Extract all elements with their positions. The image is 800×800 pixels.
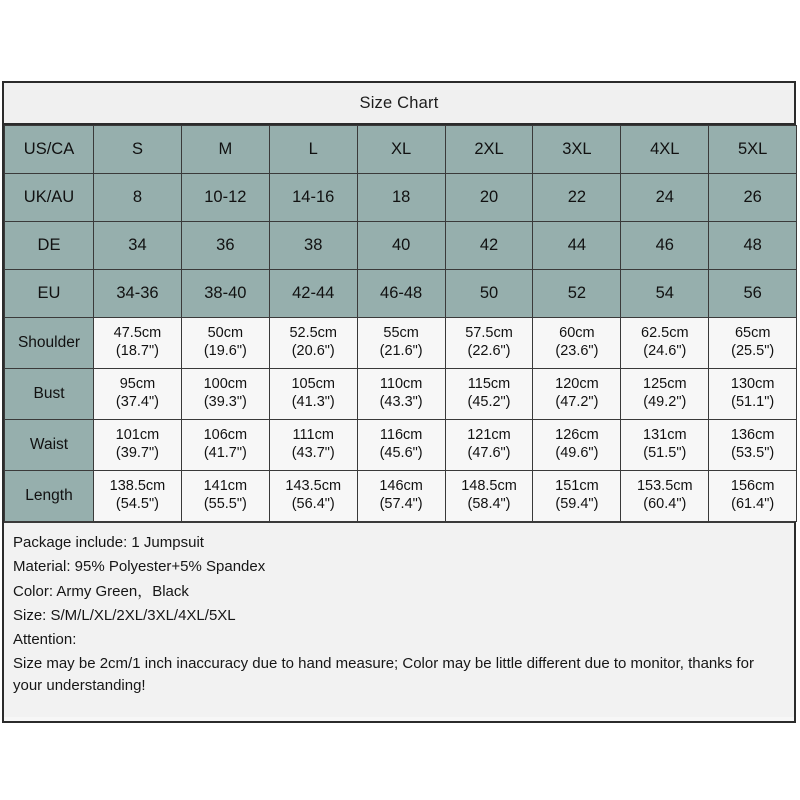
note-size: Size: S/M/L/XL/2XL/3XL/4XL/5XL — [13, 606, 236, 624]
measurement-cm: 57.5cm — [465, 325, 513, 342]
note-attention-body: Size may be 2cm/1 inch inaccuracy due to hand measure; Color may be little different due to monitor, thanks for your understanding! — [13, 655, 754, 694]
table-cell: 38-40 — [181, 270, 269, 318]
table-row — [5, 126, 797, 174]
measurement-inch: (20.6") — [291, 343, 335, 359]
row-label-us-ca: US/CA — [5, 126, 94, 174]
table-cell — [181, 318, 269, 369]
measurement-inch: (41.3") — [291, 394, 335, 410]
size-chart-frame — [2, 81, 796, 723]
table-cell: XL — [357, 126, 445, 174]
table-cell: S — [94, 126, 182, 174]
measurement-cm: 125cm — [643, 376, 687, 393]
table-cell: 8 — [94, 174, 182, 222]
measurement-cm: 47.5cm — [113, 325, 162, 342]
table-cell — [533, 369, 621, 420]
measurement-cm: 126cm — [555, 427, 599, 444]
table-cell: 48 — [709, 222, 797, 270]
note-material: Material: 95% Polyester+5% Spandex — [13, 558, 266, 576]
row-label-uk-au: UK/AU — [5, 174, 94, 222]
table-cell: L — [269, 126, 357, 174]
measurement-cm: 143.5cm — [285, 478, 342, 495]
table-row — [5, 318, 797, 369]
measurement-inch: (41.7") — [203, 445, 247, 461]
measurement-cm: 101cm — [115, 427, 160, 444]
measurement-cm: 148.5cm — [461, 478, 517, 495]
size-chart-table — [4, 125, 797, 522]
table-cell — [269, 471, 357, 522]
measurement-cm: 141cm — [203, 478, 248, 495]
table-cell — [357, 318, 445, 369]
note-package: Package include: 1 Jumpsuit — [13, 534, 204, 551]
measurement-inch: (45.6") — [379, 445, 423, 461]
table-cell: 34-36 — [94, 270, 182, 318]
table-cell: 4XL — [621, 126, 709, 174]
table-cell: 2XL — [445, 126, 533, 174]
measurement-inch: (45.2") — [467, 394, 511, 410]
table-row — [5, 174, 797, 222]
table-cell — [357, 369, 445, 420]
table-cell: 18 — [357, 174, 445, 222]
table-cell: 46-48 — [357, 270, 445, 318]
measurement-cm: 156cm — [730, 478, 775, 495]
measurement-cm: 50cm — [207, 325, 244, 342]
table-cell: 22 — [533, 174, 621, 222]
table-cell — [445, 420, 533, 471]
measurement-cm: 115cm — [467, 376, 511, 393]
measurement-inch: (22.6") — [467, 343, 511, 359]
table-cell: 44 — [533, 222, 621, 270]
table-cell — [181, 369, 269, 420]
measurement-inch: (39.7") — [115, 445, 159, 461]
product-notes — [4, 522, 794, 717]
table-cell — [357, 420, 445, 471]
measurement-cm: 110cm — [379, 376, 423, 393]
measurement-inch: (54.5") — [115, 496, 159, 512]
measurement-cm: 106cm — [203, 427, 248, 444]
measurement-inch: (25.5") — [731, 343, 775, 359]
chart-title-band — [4, 83, 794, 125]
measurement-cm: 146cm — [379, 478, 423, 495]
table-cell: 38 — [269, 222, 357, 270]
table-cell: 36 — [181, 222, 269, 270]
table-cell — [533, 420, 621, 471]
table-cell: 10-12 — [181, 174, 269, 222]
table-cell — [621, 318, 709, 369]
measurement-inch: (39.3") — [203, 394, 247, 410]
table-row — [5, 369, 797, 420]
measurement-cm: 62.5cm — [641, 325, 689, 342]
measurement-inch: (55.5") — [203, 496, 247, 512]
table-cell — [357, 471, 445, 522]
measurement-inch: (51.5") — [643, 445, 687, 461]
table-cell — [709, 369, 797, 420]
table-row — [5, 420, 797, 471]
table-cell: 50 — [445, 270, 533, 318]
table-cell: 56 — [709, 270, 797, 318]
table-row — [5, 270, 797, 318]
measurement-inch: (60.4") — [643, 496, 687, 512]
table-cell — [533, 318, 621, 369]
page-title: Size Chart — [359, 93, 439, 112]
table-cell: 54 — [621, 270, 709, 318]
measurement-cm: 105cm — [291, 376, 335, 393]
measurement-inch: (56.4") — [291, 496, 335, 512]
measurement-cm: 52.5cm — [289, 325, 337, 342]
measurement-cm: 60cm — [559, 325, 595, 342]
table-cell — [94, 318, 182, 369]
table-cell: 14-16 — [269, 174, 357, 222]
note-color: Color: Army Green，Black — [13, 582, 189, 600]
measurement-cm: 111cm — [292, 427, 334, 444]
table-cell: 34 — [94, 222, 182, 270]
measurement-inch: (49.6") — [555, 445, 599, 461]
table-cell — [709, 471, 797, 522]
table-cell — [533, 471, 621, 522]
measurement-cm: 121cm — [467, 427, 511, 444]
note-attention-label: Attention: — [13, 631, 77, 649]
table-cell: 42 — [445, 222, 533, 270]
measurement-cm: 130cm — [730, 376, 775, 393]
measurement-inch: (47.6") — [467, 445, 511, 461]
measurement-inch: (51.1") — [731, 394, 775, 410]
measurement-inch: (47.2") — [555, 394, 599, 410]
table-cell — [621, 369, 709, 420]
table-cell — [181, 420, 269, 471]
table-cell — [94, 471, 182, 522]
measurement-inch: (49.2") — [643, 394, 687, 410]
table-row — [5, 471, 797, 522]
measurement-cm: 65cm — [734, 325, 771, 342]
measurement-inch: (21.6") — [379, 343, 423, 359]
row-label-bust: Bust — [5, 369, 94, 420]
table-cell — [94, 420, 182, 471]
table-cell: M — [181, 126, 269, 174]
measurement-inch: (37.4") — [115, 394, 159, 410]
row-label-waist: Waist — [5, 420, 94, 471]
measurement-cm: 151cm — [555, 478, 599, 495]
table-cell — [269, 369, 357, 420]
table-cell — [445, 369, 533, 420]
measurement-cm: 95cm — [119, 376, 156, 393]
table-cell: 26 — [709, 174, 797, 222]
measurement-inch: (24.6") — [643, 343, 687, 359]
table-cell: 20 — [445, 174, 533, 222]
table-cell — [445, 471, 533, 522]
measurement-cm: 138.5cm — [109, 478, 166, 495]
measurement-cm: 55cm — [383, 325, 419, 342]
measurement-cm: 100cm — [203, 376, 248, 393]
measurement-inch: (53.5") — [731, 445, 775, 461]
measurement-cm: 136cm — [730, 427, 775, 444]
measurement-inch: (43.3") — [379, 394, 423, 410]
table-row — [5, 222, 797, 270]
table-cell — [709, 420, 797, 471]
row-label-length: Length — [5, 471, 94, 522]
table-cell — [181, 471, 269, 522]
row-label-eu: EU — [5, 270, 94, 318]
table-cell — [269, 420, 357, 471]
measurement-inch: (59.4") — [555, 496, 599, 512]
table-cell: 42-44 — [269, 270, 357, 318]
measurement-inch: (57.4") — [379, 496, 423, 512]
row-label-de: DE — [5, 222, 94, 270]
measurement-inch: (43.7") — [291, 445, 335, 461]
measurement-inch: (23.6") — [555, 343, 599, 359]
table-cell — [445, 318, 533, 369]
table-cell — [269, 318, 357, 369]
table-cell — [621, 420, 709, 471]
measurement-inch: (18.7") — [115, 343, 159, 359]
measurement-cm: 116cm — [379, 427, 423, 444]
table-cell: 46 — [621, 222, 709, 270]
measurement-cm: 131cm — [643, 427, 687, 444]
table-cell: 52 — [533, 270, 621, 318]
measurement-cm: 120cm — [555, 376, 599, 393]
table-cell: 24 — [621, 174, 709, 222]
size-chart-body — [5, 126, 797, 522]
table-cell — [621, 471, 709, 522]
table-cell: 40 — [357, 222, 445, 270]
table-cell: 5XL — [709, 126, 797, 174]
measurement-cm: 153.5cm — [636, 478, 693, 495]
row-label-shoulder: Shoulder — [5, 318, 94, 369]
table-cell — [94, 369, 182, 420]
measurement-inch: (19.6") — [203, 343, 247, 359]
table-cell — [709, 318, 797, 369]
measurement-inch: (61.4") — [731, 496, 775, 512]
measurement-inch: (58.4") — [467, 496, 511, 512]
table-cell: 3XL — [533, 126, 621, 174]
